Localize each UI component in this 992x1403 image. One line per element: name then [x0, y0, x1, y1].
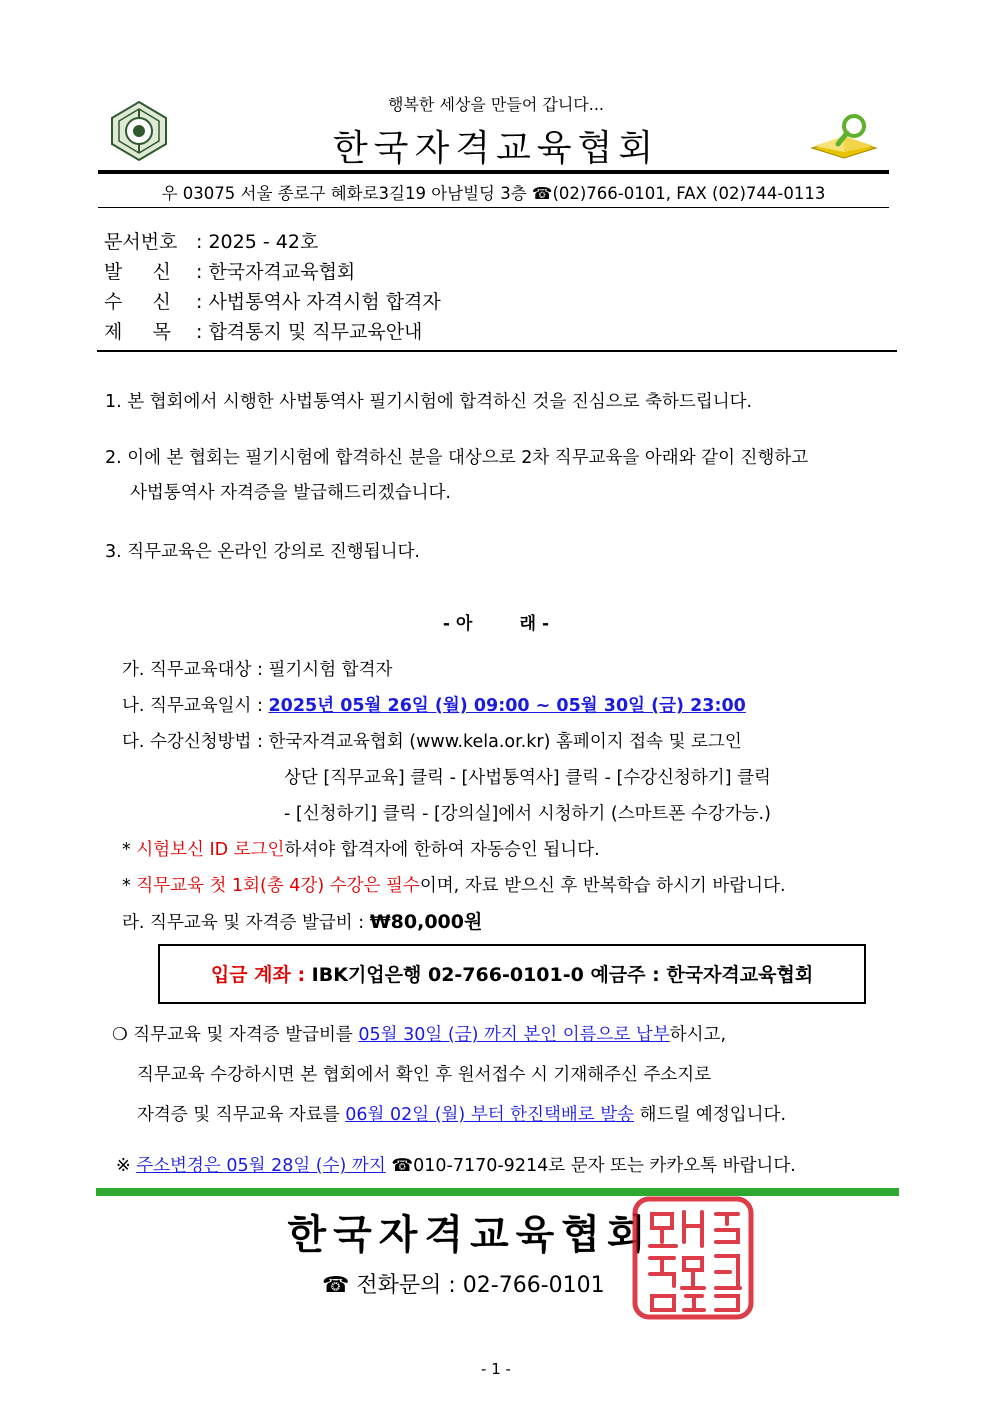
item-fee-label: 라. 직무교육 및 자격증 발급비 :	[122, 913, 370, 933]
note-login-star: *	[122, 840, 137, 860]
paragraph-2-line-2: 사법통역사 자격증을 발급해드리겠습니다.	[130, 483, 451, 503]
item-schedule	[122, 692, 746, 717]
note-login	[122, 836, 600, 861]
subject-row	[104, 317, 422, 344]
org-title: 한국자격교육협회	[332, 128, 660, 169]
notice-l3-shipping: 06월 02일 (월) 부터 한진택배로 발송	[345, 1105, 635, 1125]
subject-value: : 합격통지 및 직무교육안내	[196, 321, 423, 343]
meta-divider	[97, 350, 897, 352]
sender-label: 발 신	[104, 261, 171, 283]
recipient-label: 수 신	[104, 291, 171, 313]
item-method-line-3: - [신청하기] 클릭 - [강의실]에서 시청하기 (스마트폰 수강가능.)	[284, 804, 771, 824]
item-schedule-value: 2025년 05월 26일 (월) 09:00 ~ 05월 30일 (금) 23:00	[268, 696, 746, 716]
notice-l1-deadline: 05월 30일 (금) 까지 본인 이름으로 납부	[358, 1025, 670, 1045]
footer-phone: ☎ 전화문의 : 02-766-0101	[322, 1273, 605, 1298]
note-required	[122, 872, 786, 897]
item-schedule-label: 나. 직무교육일시 :	[122, 696, 269, 716]
item-fee-value: ₩80,000원	[369, 911, 483, 933]
paragraph-1: 1. 본 협회에서 시행한 사법통역사 필기시험에 합격하신 것을 진심으로 축하드립니다.	[105, 392, 753, 412]
official-seal-icon	[632, 1196, 754, 1320]
notice-line-1	[112, 1021, 726, 1046]
notice-line-3	[137, 1101, 786, 1126]
item-method-line-1: 다. 수강신청방법 : 한국자격교육협회 (www.kela.or.kr) 홈페이지 접속 및 로그인	[122, 732, 742, 752]
recipient-row	[104, 287, 441, 314]
notice-l3-c: 해드릴 예정입니다.	[634, 1105, 787, 1125]
item-fee	[122, 907, 482, 934]
subject-label: 제 목	[104, 321, 171, 343]
page-number: - 1 -	[481, 1360, 511, 1378]
paragraph-3: 3. 직무교육은 온라인 강의로 진행됩니다.	[105, 542, 420, 562]
sender-row	[104, 257, 355, 284]
address-divider	[98, 207, 889, 208]
notice-l4-address-deadline: 주소변경은 05월 28일 (수) 까지	[136, 1156, 386, 1176]
bank-holder-label: 예금주 :	[590, 964, 667, 986]
footer-green-bar	[96, 1188, 899, 1196]
note-login-rest: 하셔야 합격자에 한하여 자동승인 됩니다.	[284, 840, 600, 860]
notice-bullet-icon: ❍	[112, 1025, 128, 1045]
notice-l1-c: 하시고,	[669, 1025, 727, 1045]
note-login-highlight: 시험보신 ID 로그인	[136, 840, 285, 860]
bank-holder: 한국자격교육협회	[666, 964, 814, 986]
bank-account-number: IBK기업은행 02-766-0101-0	[311, 964, 591, 986]
paragraph-2-line-1: 2. 이에 본 협회는 필기시험에 합격하신 분을 대상으로 2차 직무교육을 아래와 같이 진행하고	[105, 448, 809, 468]
footer-org-name: 한국자격교육협회	[287, 1212, 653, 1258]
section-title: - 아 래 -	[442, 614, 550, 634]
notice-l3-a: 자격증 및 직무교육 자료를	[137, 1105, 346, 1125]
notice-l1-a: 직무교육 및 자격증 발급비를	[133, 1025, 359, 1045]
header-divider	[98, 170, 889, 174]
item-method-line-2: 상단 [직무교육] 클릭 - [사법통역사] 클릭 - [수강신청하기] 클릭	[284, 768, 771, 788]
doc-number-row	[104, 227, 318, 254]
notice-line-2: 직무교육 수강하시면 본 협회에서 확인 후 원서접수 시 기재해주신 주소지로	[137, 1065, 712, 1085]
notice-l4-contact: ☎010-7170-9214로 문자 또는 카카오톡 바랍니다.	[385, 1156, 796, 1176]
address-line: 우 03075 서울 종로구 혜화로3길19 아남빌딩 3층 ☎(02)766-0101, FAX (02)744-0113	[161, 184, 826, 203]
note-required-rest: 이며, 자료 받으신 후 반복학습 하시기 바랍니다.	[419, 876, 786, 896]
sender-value: : 한국자격교육협회	[196, 261, 356, 283]
note-required-star: *	[122, 876, 137, 896]
bank-account-text	[158, 960, 866, 987]
doc-number-label: 문서번호	[104, 231, 178, 253]
reference-mark-icon: ※	[116, 1156, 131, 1176]
recipient-value: : 사법통역사 자격시험 합격자	[196, 291, 441, 313]
bank-account-label: 입금 계좌 :	[210, 964, 312, 986]
slogan: 행복한 세상을 만들어 갑니다...	[388, 95, 604, 114]
note-required-highlight: 직무교육 첫 1회(총 4강) 수강은 필수	[136, 876, 420, 896]
book-magnifier-icon	[808, 112, 880, 160]
item-target: 가. 직무교육대상 : 필기시험 합격자	[122, 660, 393, 680]
notice-line-4	[116, 1152, 796, 1177]
doc-number-value: : 2025 - 42호	[196, 231, 319, 253]
